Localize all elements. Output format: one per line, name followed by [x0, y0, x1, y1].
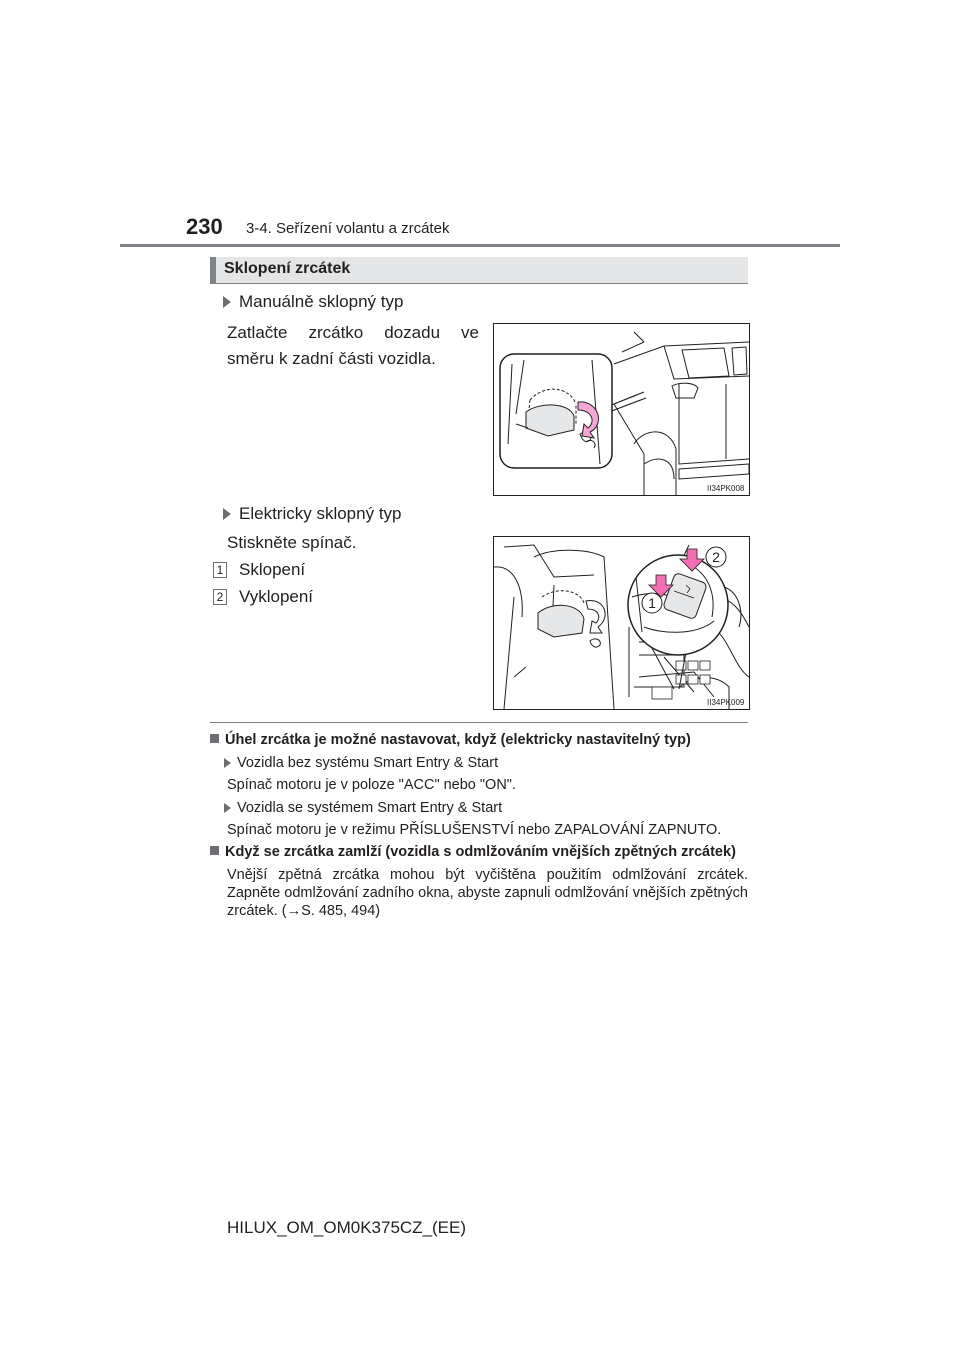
with-se-heading [224, 799, 502, 817]
fog-note-heading-text: Když se zrcátka zamlží (vozidla s odmlžováním vnějších zpětných zrcátek) [225, 844, 736, 860]
electric-mirror-figure [493, 536, 750, 710]
electric-subheading-text: Elektricky sklopný typ [239, 504, 402, 523]
electric-item-label: Vyklopení [239, 587, 314, 606]
electric-mirror-illustration [494, 537, 749, 709]
triangle-bullet-icon [224, 758, 231, 768]
callout-2-label: 2 [712, 549, 720, 565]
manual-subheading-text: Manuálně sklopný typ [239, 292, 404, 311]
angle-note-heading [210, 732, 691, 748]
manual-subheading [223, 292, 403, 312]
angle-note-heading-text: Úhel zrcátka je možné nastavovat, když (elektricky nastavitelný typ) [225, 732, 691, 748]
footer-document-id: HILUX_OM_OM0K375CZ_(EE) [227, 1218, 467, 1237]
manual-figure-label: II34PK008 [707, 484, 745, 493]
callout-1-label: 1 [648, 595, 656, 611]
triangle-bullet-icon [223, 296, 231, 308]
triangle-bullet-icon [224, 803, 231, 813]
without-se-text: Spínač motoru je v poloze "ACC" nebo "ON". [227, 777, 516, 793]
electric-item-label: Sklopení [239, 560, 306, 579]
fog-note-text: Vnější zpětná zrcátka mohou být vyčištěna použitím odmlžování zrcátek. Zapněte odmlžování zadního okna, abyste zapnuli odmlžování vnějších zpětných zrcátek. (→S. 485, 494) [227, 867, 748, 919]
heading-marker [210, 257, 216, 283]
electric-item-unfold [213, 584, 313, 610]
manual-instruction: Zatlačte zrcátko dozadu ve směru k zadní části vozidla. [227, 323, 479, 368]
page-number: 230 [186, 214, 223, 239]
electric-subheading [223, 504, 402, 524]
manual-mirror-illustration [494, 324, 749, 495]
electric-instruction: Stiskněte spínač. [227, 533, 357, 552]
square-bullet-icon [210, 734, 219, 743]
electric-item-fold [213, 557, 305, 583]
fog-note-heading [210, 844, 736, 860]
square-bullet-icon [210, 846, 219, 855]
with-se-heading-text: Vozidla se systémem Smart Entry & Start [237, 800, 503, 816]
triangle-bullet-icon [223, 508, 231, 520]
section-heading-bar [210, 257, 748, 284]
section-heading: Sklopení zrcátek [224, 260, 351, 277]
section-title: 3-4. Seřízení volantu a zrcátek [246, 220, 450, 237]
electric-figure-label: II34PK009 [707, 698, 745, 707]
without-se-heading-text: Vozidla bez systému Smart Entry & Start [237, 755, 499, 771]
manual-mirror-figure [493, 323, 750, 496]
notes-rule [210, 722, 748, 723]
with-se-text: Spínač motoru je v režimu PŘÍSLUŠENSTVÍ nebo ZAPALOVÁNÍ ZAPNUTO. [227, 822, 722, 838]
number-badge: 1 [213, 562, 227, 578]
header-rule [120, 244, 840, 247]
without-se-heading [224, 754, 498, 772]
number-badge: 2 [213, 589, 227, 605]
